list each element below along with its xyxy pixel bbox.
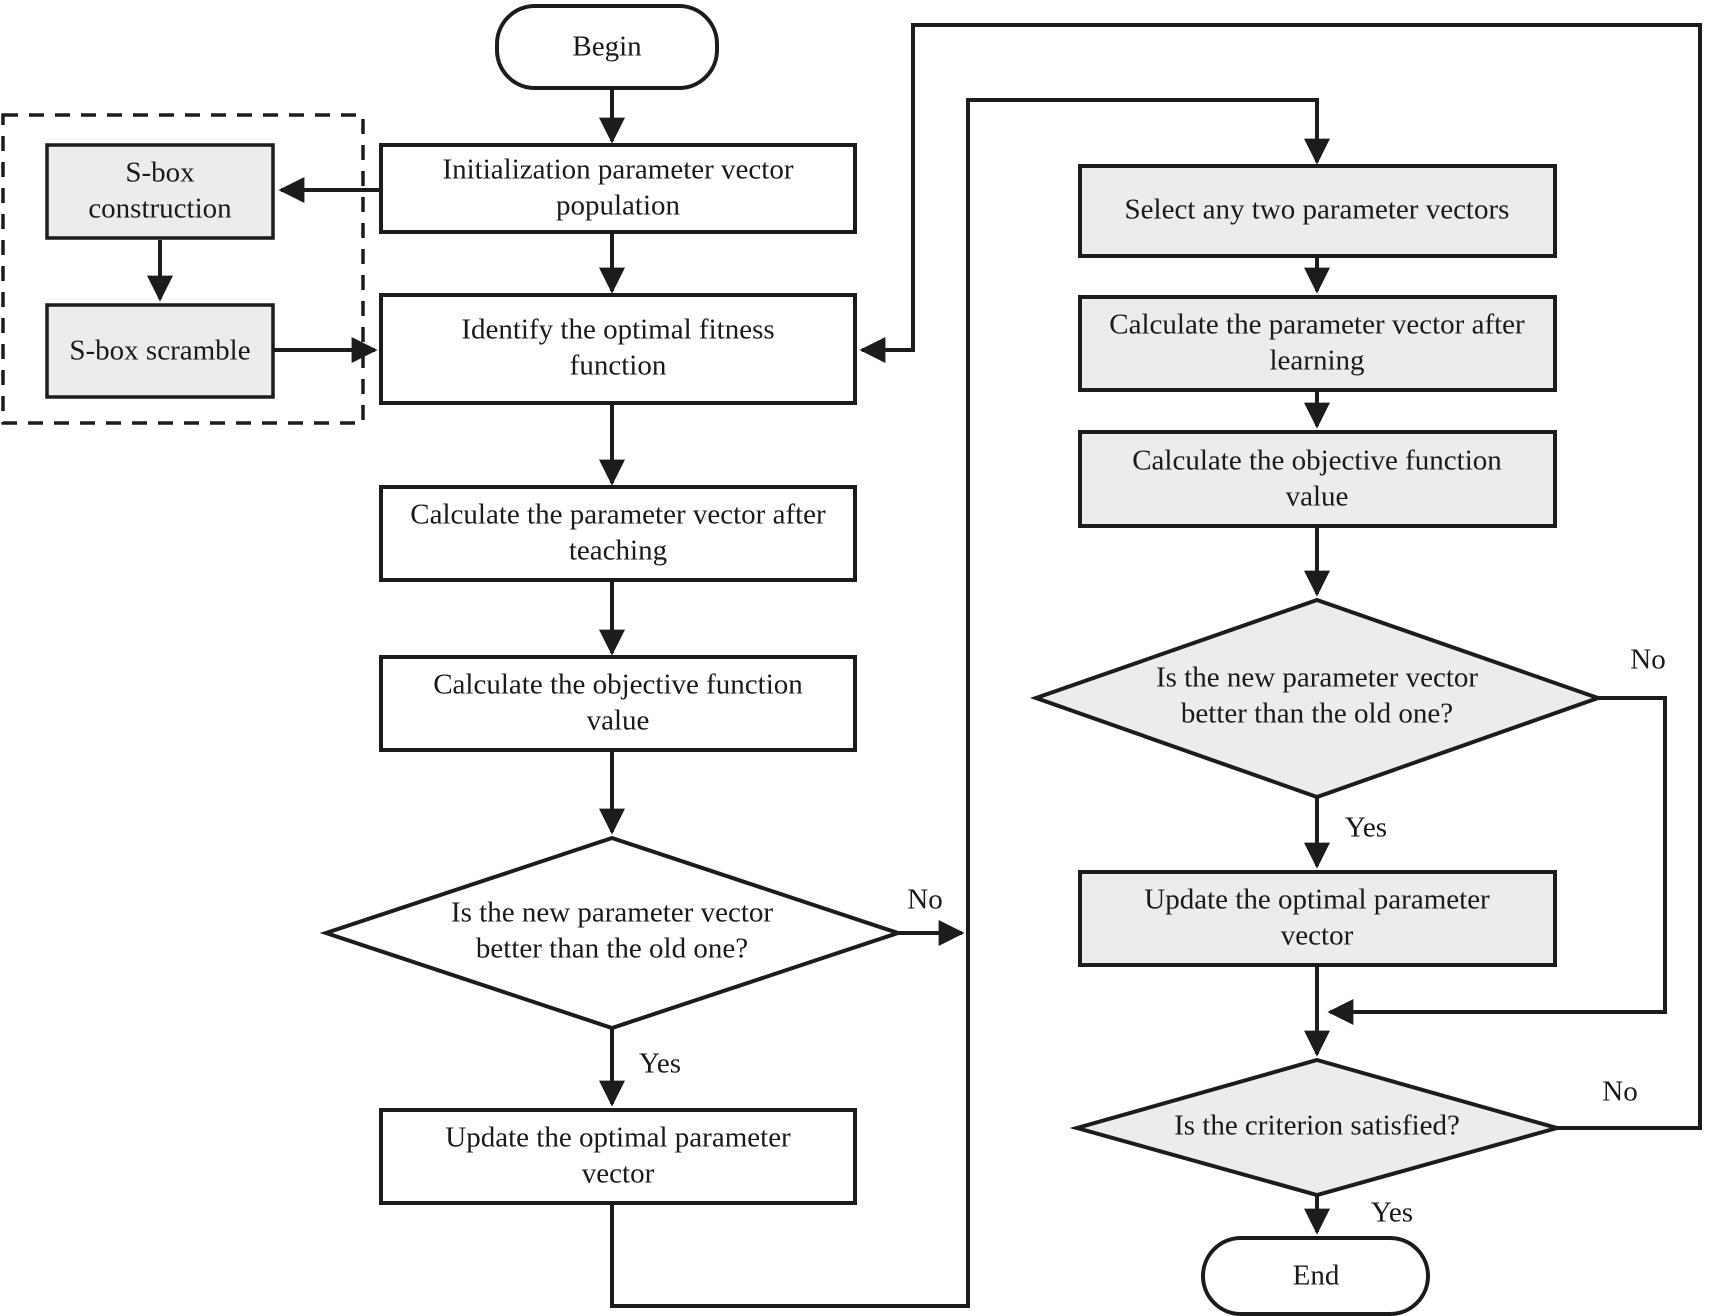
node-end [1203,1238,1428,1314]
decision-1-label-line2: better than the old one? [475,932,749,965]
end-label: End [1292,1259,1340,1292]
decision-2-no-label: No [1630,643,1666,676]
begin-label: Begin [572,30,642,63]
node-initialization [381,145,855,232]
decision-3-label: Is the criterion satisfied? [1174,1109,1460,1142]
sbox-construction-label-line2: construction [88,192,232,225]
node-decision-3 [1077,1060,1557,1195]
calc-objective-2-label-line2: value [1285,480,1349,513]
node-sbox-construction [47,145,273,238]
node-update-optimal-1 [381,1110,855,1203]
node-update-optimal-2 [1080,872,1555,965]
identify-fitness-label-line1: Identify the optimal fitness [461,313,775,346]
node-calc-learning [1080,297,1555,390]
initialization-label-line2: population [555,189,681,222]
decision-3-yes-label: Yes [1370,1196,1414,1229]
node-calc-objective-2 [1080,432,1555,526]
decision-2-label-line1: Is the new parameter vector [1155,661,1479,694]
decision-3-no-label: No [1602,1075,1638,1108]
node-decision-2 [1036,600,1598,797]
node-sbox-scramble [47,305,273,397]
node-identify-fitness [381,295,855,403]
calc-objective-2-label-line1: Calculate the objective function [1132,444,1502,477]
calc-learning-label-line1: Calculate the parameter vector after [1109,308,1525,341]
update-optimal-1-label-line1: Update the optimal parameter [445,1121,791,1154]
initialization-label-line1: Initialization parameter vector [442,153,794,186]
decision-1-yes-label: Yes [638,1047,682,1080]
node-decision-1 [326,838,898,1028]
sbox-scramble-label: S-box scramble [69,334,251,367]
calc-objective-1-label-line2: value [586,704,650,737]
node-begin [497,6,717,88]
node-calc-teaching [381,487,855,580]
decision-2-label-line2: better than the old one? [1180,697,1454,730]
decision-1-no-label: No [907,883,943,916]
calc-teaching-label-line1: Calculate the parameter vector after [410,498,826,531]
select-vectors-label: Select any two parameter vectors [1124,193,1510,226]
calc-objective-1-label-line1: Calculate the objective function [433,668,803,701]
identify-fitness-label-line2: function [569,349,667,382]
calc-teaching-label-line2: teaching [568,534,668,567]
node-select-vectors [1080,166,1555,256]
sbox-construction-label-line1: S-box [125,156,195,189]
decision-2-yes-label: Yes [1344,811,1388,844]
update-optimal-2-label-line2: vector [1280,919,1354,952]
calc-learning-label-line2: learning [1269,344,1365,377]
update-optimal-2-label-line1: Update the optimal parameter [1144,883,1490,916]
update-optimal-1-label-line2: vector [581,1157,655,1190]
decision-1-label-line1: Is the new parameter vector [450,896,774,929]
node-calc-objective-1 [381,657,855,750]
